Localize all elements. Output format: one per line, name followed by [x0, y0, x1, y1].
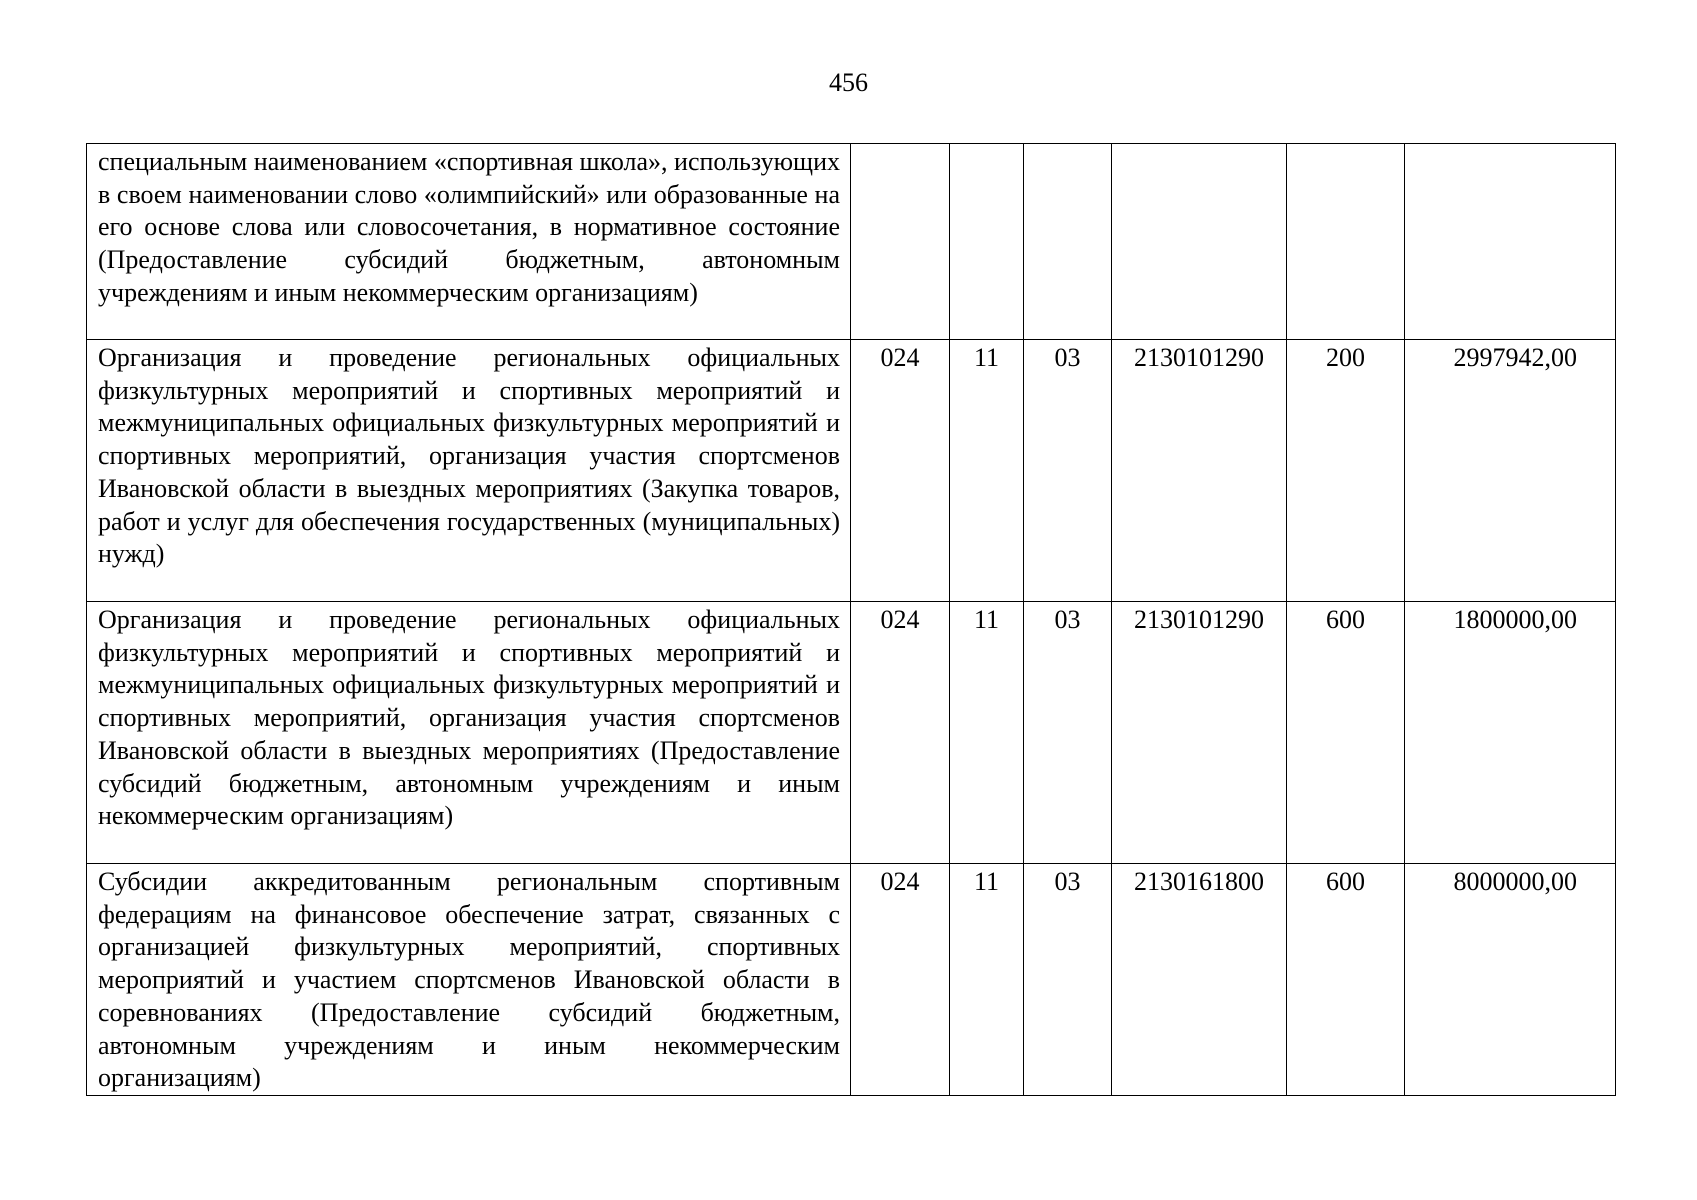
target-article-cell — [1112, 144, 1287, 340]
section-cell — [950, 144, 1024, 340]
subsection-cell: 03 — [1024, 602, 1112, 864]
amount-cell — [1405, 144, 1616, 340]
target-article-cell: 2130101290 — [1112, 602, 1287, 864]
amount-cell: 1800000,00 — [1405, 602, 1616, 864]
admin-code-cell: 024 — [851, 602, 950, 864]
budget-table — [86, 143, 1616, 1096]
table-row — [87, 340, 1616, 602]
admin-code-cell — [851, 144, 950, 340]
section-cell: 11 — [950, 340, 1024, 602]
target-article-cell: 2130101290 — [1112, 340, 1287, 602]
expense-type-cell: 600 — [1287, 864, 1405, 1096]
admin-code-cell: 024 — [851, 340, 950, 602]
row-description: Организация и проведение региональных официальных физкультурных мероприятий и спортивных мероприятий и межмуниципальных официальных физкультурных мероприятий и спортивных мероприятий, организация участия спортсменов Ивановской области в выездных мероприятиях (Закупка товаров, работ и услуг для обеспечения государственных (муниципальных) нужд) — [87, 340, 851, 602]
subsection-cell: 03 — [1024, 340, 1112, 602]
section-cell: 11 — [950, 602, 1024, 864]
table-row — [87, 144, 1616, 340]
row-description: Организация и проведение региональных официальных физкультурных мероприятий и спортивных мероприятий и межмуниципальных официальных физкультурных мероприятий и спортивных мероприятий, организация участия спортсменов Ивановской области в выездных мероприятиях (Предоставление субсидий бюджетным, автономным учреждениям и иным некоммерческим организациям) — [87, 602, 851, 864]
target-article-cell: 2130161800 — [1112, 864, 1287, 1096]
admin-code-cell: 024 — [851, 864, 950, 1096]
expense-type-cell: 200 — [1287, 340, 1405, 602]
row-description: специальным наименованием «спортивная школа», использующих в своем наименовании слово «олимпийский» или образованные на его основе слова или словосочетания, в нормативное состояние (Предоставление субсидий бюджетным, автономным учреждениям и иным некоммерческим организациям) — [87, 144, 851, 340]
table-row — [87, 864, 1616, 1096]
table-row — [87, 602, 1616, 864]
expense-type-cell: 600 — [1287, 602, 1405, 864]
page-number: 456 — [829, 68, 868, 97]
row-description: Субсидии аккредитованным региональным спортивным федерациям на финансовое обеспечение затрат, связанных с организацией физкультурных мероприятий, спортивных мероприятий и участием спортсменов Ивановской области в соревнованиях (Предоставление субсидий бюджетным, автономным учреждениям и иным некоммерческим организациям) — [87, 864, 851, 1096]
section-cell: 11 — [950, 864, 1024, 1096]
subsection-cell: 03 — [1024, 864, 1112, 1096]
subsection-cell — [1024, 144, 1112, 340]
expense-type-cell — [1287, 144, 1405, 340]
amount-cell: 2997942,00 — [1405, 340, 1616, 602]
amount-cell: 8000000,00 — [1405, 864, 1616, 1096]
